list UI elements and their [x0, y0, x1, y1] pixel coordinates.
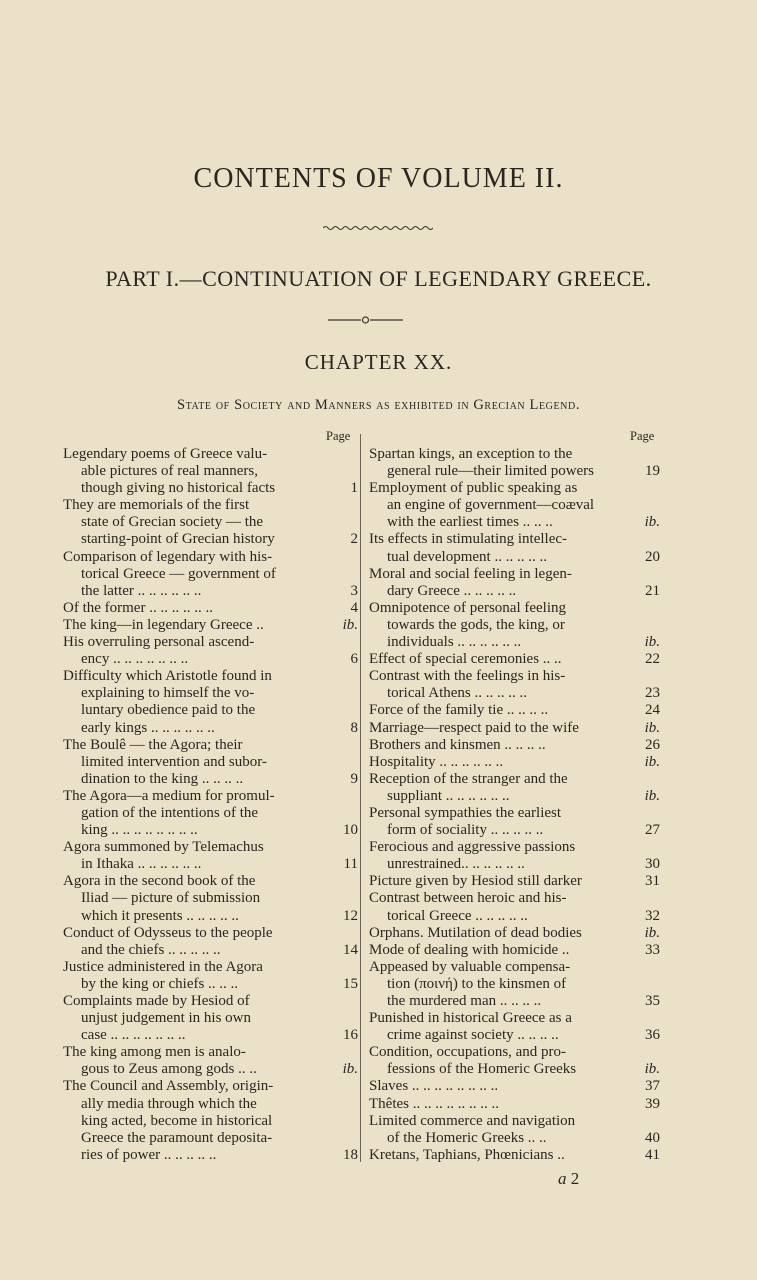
- toc-page-number: 19: [645, 463, 660, 480]
- toc-page-number: ib.: [644, 514, 660, 531]
- toc-page-number: 22: [645, 651, 660, 668]
- toc-entry-line: starting-point of Grecian history: [81, 531, 275, 548]
- toc-page-number: 12: [343, 907, 358, 924]
- toc-page-number: 6: [350, 651, 358, 668]
- signature-mark: [558, 1169, 579, 1189]
- toc-entry-line: Difficulty which Aristotle found in: [63, 668, 272, 685]
- toc-entry-line: The Boulê — the Agora; their: [63, 736, 243, 753]
- toc-entry-line: Personal sympathies the earliest: [369, 804, 562, 821]
- toc-page-number: 20: [645, 548, 660, 565]
- toc-entry: [369, 600, 660, 651]
- toc-entry: [63, 873, 356, 924]
- toc-entry-line: Limited commerce and navigation: [369, 1112, 576, 1129]
- toc-entry-line: Justice administered in the Agora: [63, 958, 263, 975]
- toc-entry-line: unrestrained.. .. .. .. .. ..: [387, 856, 525, 873]
- toc-entry: [63, 634, 356, 668]
- toc-page-number: 10: [343, 822, 358, 839]
- page-column-label-right: Page: [630, 429, 655, 443]
- toc-entry-line: Agora summoned by Telemachus: [63, 839, 264, 856]
- toc-entry-line: suppliant .. .. .. .. .. ..: [387, 787, 510, 804]
- toc-page-number: 3: [350, 582, 358, 599]
- toc-page-number: 15: [343, 975, 358, 992]
- toc-entry: [63, 839, 356, 873]
- toc-entry: [369, 702, 660, 719]
- toc-page-number: 27: [645, 822, 660, 839]
- toc-page-number: 30: [645, 856, 660, 873]
- toc-entry-line: gation of the intentions of the: [81, 804, 259, 821]
- toc-entry-line: Hospitality .. .. .. .. .. ..: [369, 753, 504, 770]
- toc-entry: [369, 839, 660, 873]
- toc-entry: [63, 549, 356, 600]
- toc-entry-line: Force of the family tie .. .. .. ..: [369, 702, 549, 719]
- toc-page-number: ib.: [644, 753, 660, 770]
- toc-entry-line: Agora in the second book of the: [63, 873, 256, 890]
- toc-entry: [369, 566, 660, 600]
- toc-entry-line: Orphans. Mutilation of dead bodies: [369, 924, 582, 941]
- toc-entry-line: Legendary poems of Greece valu-: [63, 446, 268, 462]
- toc-page-number: 11: [343, 856, 358, 873]
- toc-entry-line: ally media through which the: [81, 1095, 257, 1112]
- toc-entry: [369, 720, 660, 737]
- toc-entry-line: Of the former .. .. .. .. .. ..: [63, 599, 213, 616]
- toc-entry-line: torical Athens .. .. .. .. ..: [387, 685, 527, 702]
- toc-entry-line: The Agora—a medium for promul-: [63, 787, 275, 804]
- toc-page-number: 4: [350, 599, 358, 616]
- toc-entry-line: Kretans, Taphians, Phœnicians ..: [369, 1146, 565, 1163]
- toc-entry: [63, 617, 356, 634]
- toc-entry-line: Appeased by valuable compensa-: [369, 958, 571, 975]
- toc-entry-line: the murdered man .. .. .. ..: [387, 993, 542, 1009]
- toc-entry: [369, 873, 660, 890]
- wavy-rule-ornament: [323, 224, 433, 232]
- column-divider: [360, 434, 361, 1162]
- toc-entry-line: Slaves .. .. .. .. .. .. .. ..: [369, 1078, 499, 1095]
- toc-entry-line: king acted, become in historical: [81, 1112, 273, 1129]
- part-title: PART I.—CONTINUATION OF LEGENDARY GREECE.: [105, 266, 652, 291]
- toc-entry-line: explaining to himself the vo-: [81, 685, 255, 702]
- toc-page-number: 32: [645, 907, 660, 924]
- toc-entry-line: Complaints made by Hesiod of: [63, 993, 250, 1009]
- toc-entry-line: crime against society .. .. .. ..: [387, 1027, 559, 1044]
- toc-entry: [369, 1113, 660, 1147]
- toc-entry: [63, 737, 356, 788]
- toc-entry: [63, 1078, 356, 1163]
- toc-entry: [369, 668, 660, 702]
- contents-left-column: [63, 446, 356, 1164]
- toc-page-number: ib.: [644, 634, 660, 651]
- signature-number: 2: [570, 1169, 580, 1188]
- toc-entry-line: Moral and social feeling in legen-: [369, 565, 572, 582]
- toc-entry-line: towards the gods, the king, or: [387, 616, 565, 633]
- toc-entry-line: Thêtes .. .. .. .. .. .. .. ..: [369, 1095, 499, 1112]
- toc-entry-line: which it presents .. .. .. .. ..: [81, 907, 239, 924]
- toc-entry-line: torical Greece — government of: [81, 565, 276, 582]
- toc-entry-line: general rule—their limited powers: [387, 463, 595, 480]
- toc-entry-line: They are memorials of the first: [63, 497, 250, 514]
- toc-entry-line: king .. .. .. .. .. .. .. ..: [81, 822, 198, 839]
- toc-entry-line: The king among men is analo-: [63, 1044, 246, 1061]
- toc-entry-line: state of Grecian society — the: [81, 514, 264, 531]
- chapter-heading: CHAPTER XX.: [304, 350, 453, 374]
- toc-entry: [369, 1044, 660, 1078]
- toc-entry-line: form of sociality .. .. .. .. ..: [387, 822, 544, 839]
- toc-page-number: ib.: [644, 719, 660, 736]
- toc-entry-line: tual development .. .. .. .. ..: [387, 548, 547, 565]
- toc-entry-line: Spartan kings, an exception to the: [369, 446, 573, 462]
- toc-entry: [369, 446, 660, 480]
- toc-page-number: 35: [645, 993, 660, 1009]
- toc-page-number: 8: [350, 719, 358, 736]
- toc-entry: [369, 1010, 660, 1044]
- toc-entry-line: and the chiefs .. .. .. .. ..: [81, 941, 221, 958]
- circle-rule-ornament: [328, 314, 403, 326]
- toc-entry: [369, 480, 660, 531]
- toc-entry-line: limited intervention and subor-: [81, 753, 267, 770]
- toc-page-number: 21: [645, 582, 660, 599]
- toc-entry: [369, 942, 660, 959]
- toc-entry-line: Effect of special ceremonies .. ..: [369, 651, 562, 668]
- toc-entry: [369, 805, 660, 839]
- toc-entry-line: Comparison of legendary with his-: [63, 548, 273, 565]
- toc-page-number: 24: [645, 702, 660, 719]
- toc-entry-line: dary Greece .. .. .. .. ..: [387, 582, 517, 599]
- toc-page-number: 36: [645, 1027, 660, 1044]
- toc-entry-line: in Ithaka .. .. .. .. .. ..: [81, 856, 202, 873]
- chapter-subtitle: State of Society and Manners as exhibited in Grecian Legend.: [176, 397, 581, 413]
- toc-entry-line: ries of power .. .. .. .. ..: [81, 1146, 217, 1163]
- toc-entry-line: tion (ποινή) to the kinsmen of: [387, 975, 567, 992]
- contents-right-column: [369, 446, 660, 1164]
- toc-entry: [369, 1096, 660, 1113]
- toc-entry-line: Reception of the stranger and the: [369, 770, 568, 787]
- toc-entry: [63, 600, 356, 617]
- toc-entry-line: Punished in historical Greece as a: [369, 1010, 572, 1027]
- toc-entry-line: Condition, occupations, and pro-: [369, 1044, 567, 1061]
- toc-entry: [63, 1044, 356, 1078]
- toc-entry: [63, 446, 356, 497]
- toc-page-number: 39: [645, 1095, 660, 1112]
- toc-entry: [369, 771, 660, 805]
- toc-entry-line: case .. .. .. .. .. .. ..: [81, 1027, 186, 1044]
- page-column-label-left: Page: [326, 429, 351, 443]
- toc-entry-line: of the Homeric Greeks .. ..: [387, 1129, 547, 1146]
- toc-entry-line: unjust judgement in his own: [81, 1010, 251, 1027]
- toc-entry-line: Employment of public speaking as: [369, 480, 578, 497]
- toc-page-number: ib.: [644, 1061, 660, 1078]
- toc-entry: [369, 651, 660, 668]
- toc-entry-line: Contrast with the feelings in his-: [369, 668, 566, 685]
- toc-entry-line: Brothers and kinsmen .. .. .. ..: [369, 736, 546, 753]
- toc-entry-line: Greece the paramount deposita-: [81, 1129, 273, 1146]
- toc-entry: [369, 531, 660, 565]
- toc-entry-line: torical Greece .. .. .. .. ..: [387, 907, 528, 924]
- toc-page-number: 33: [645, 941, 660, 958]
- toc-page-number: 16: [343, 1027, 358, 1044]
- toc-entry-line: dination to the king .. .. .. ..: [81, 770, 244, 787]
- toc-entry: [63, 993, 356, 1044]
- toc-entry: [369, 890, 660, 924]
- toc-entry-line: Omnipotence of personal feeling: [369, 599, 567, 616]
- toc-entry-line: luntary obedience paid to the: [81, 702, 256, 719]
- toc-page-number: 31: [645, 873, 660, 890]
- toc-entry-line: early kings .. .. .. .. .. ..: [81, 719, 215, 736]
- toc-page-number: 2: [350, 531, 358, 548]
- toc-page-number: ib.: [342, 616, 358, 633]
- toc-page-number: 1: [350, 480, 358, 497]
- toc-entry-line: gous to Zeus among gods .. ..: [81, 1061, 257, 1078]
- toc-entry: [63, 497, 356, 548]
- toc-entry-line: Contrast between heroic and his-: [369, 890, 567, 907]
- toc-entry: [63, 925, 356, 959]
- volume-title: CONTENTS OF VOLUME II.: [193, 163, 564, 194]
- toc-entry-line: an engine of government—coæval: [387, 497, 595, 514]
- toc-page-number: ib.: [644, 787, 660, 804]
- toc-entry: [63, 788, 356, 839]
- toc-entry: [63, 668, 356, 736]
- toc-entry-line: able pictures of real manners,: [81, 463, 259, 480]
- toc-entry: [369, 737, 660, 754]
- toc-page-number: 40: [645, 1129, 660, 1146]
- toc-entry: [369, 754, 660, 771]
- signature-letter: a: [558, 1169, 567, 1188]
- toc-page-number: 37: [645, 1078, 660, 1095]
- toc-entry-line: Picture given by Hesiod still darker: [369, 873, 582, 890]
- toc-entry-line: Conduct of Odysseus to the people: [63, 924, 273, 941]
- toc-page-number: 41: [645, 1146, 660, 1163]
- toc-entry-line: Marriage—respect paid to the wife: [369, 719, 579, 736]
- toc-entry-line: ency .. .. .. .. .. .. ..: [81, 651, 189, 668]
- toc-entry-line: The king—in legendary Greece ..: [63, 616, 264, 633]
- toc-entry-line: His overruling personal ascend-: [63, 634, 255, 651]
- toc-page-number: ib.: [342, 1061, 358, 1078]
- toc-entry-line: Its effects in stimulating intellec-: [369, 531, 568, 548]
- toc-entry: [369, 925, 660, 942]
- toc-page-number: 14: [343, 941, 358, 958]
- toc-entry-line: Mode of dealing with homicide ..: [369, 941, 570, 958]
- toc-entry: [369, 959, 660, 1010]
- toc-entry: [369, 1078, 660, 1095]
- toc-entry-line: though giving no historical facts: [81, 480, 276, 497]
- toc-page-number: 26: [645, 736, 660, 753]
- toc-entry-line: individuals .. .. .. .. .. ..: [387, 634, 522, 651]
- toc-page-number: 9: [350, 770, 358, 787]
- toc-entry: [63, 959, 356, 993]
- toc-entry-line: fessions of the Homeric Greeks: [387, 1061, 577, 1078]
- toc-page-number: 23: [645, 685, 660, 702]
- toc-entry-line: with the earliest times .. .. ..: [387, 514, 553, 531]
- toc-entry: [369, 1147, 660, 1164]
- toc-page-number: 18: [343, 1146, 358, 1163]
- toc-entry-line: by the king or chiefs .. .. ..: [81, 975, 239, 992]
- toc-entry-line: Iliad — picture of submission: [81, 890, 261, 907]
- toc-entry-line: The Council and Assembly, origin-: [63, 1078, 274, 1095]
- toc-entry-line: the latter .. .. .. .. .. ..: [81, 582, 202, 599]
- toc-page-number: ib.: [644, 924, 660, 941]
- toc-entry-line: Ferocious and aggressive passions: [369, 839, 576, 856]
